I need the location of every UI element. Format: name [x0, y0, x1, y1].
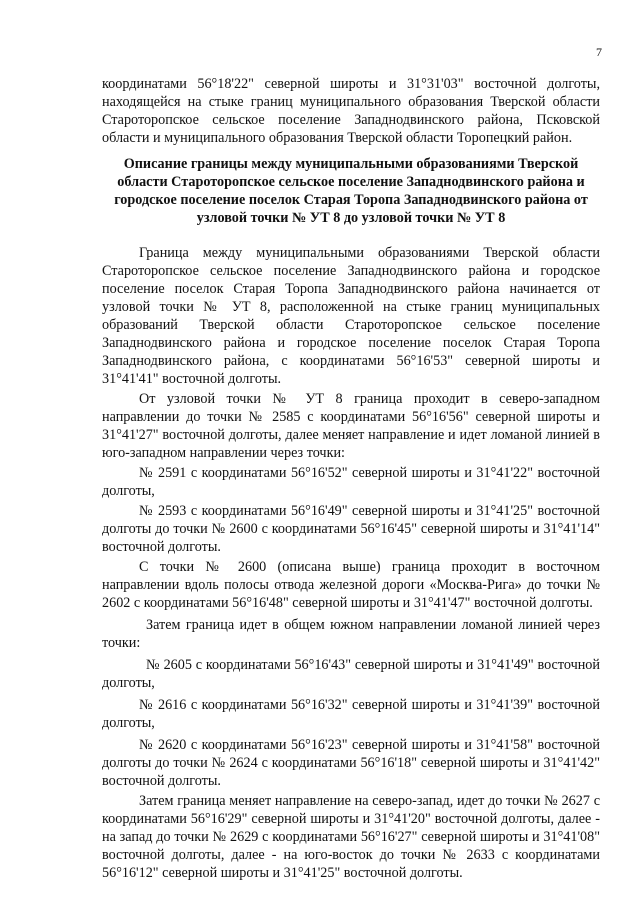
- intro-paragraph: координатами 56°18'22" северной широты и 31°31'03" восточной долготы, находящейся на стыке границ муниципального образования Тверской области Староторопское сельское поселение Западнодвинского района, Псковской области и муниципального образования Тверской области Торопецкий район.: [102, 76, 600, 146]
- paragraph-start: Граница между муниципальными образованиями Тверской области Староторопское сельское поселение Западнодвинского района и городское поселение поселок Старая Торопа Западнодвинского района начинается от узловой точки № УТ 8, расположенной на стыке границ муниципальных образований Тверской области Староторопское сельское поселение Западнодвинского района и городское поселение поселок Старая Торопа Западнодвинского района, с координатами 56°16'53" северной широты и 31°41'41" восточной долготы.: [102, 245, 600, 387]
- paragraph-route-nw-final: Затем граница меняет направление на северо-запад, идет до точки № 2627 с координатами 56°16'29" северной широты и 31°41'20" восточной долготы, далее - на запад до точки № 2629 с координатами 56°16'27" северной широты и 31°41'08" восточной долготы, далее - на юго-восток до точки № 2633 с координатами 56°16'12" северной широты и 31°41'25" восточной долготы.: [102, 793, 600, 881]
- page-number: 7: [596, 45, 602, 59]
- point-2620: № 2620 с координатами 56°16'23" северной широты и 31°41'58" восточной долготы до точки № 2624 с координатами 56°16'18" северной широты и 31°41'42" восточной долготы.: [102, 737, 600, 789]
- paragraph-route-nw: От узловой точки № УТ 8 граница проходит в северо-западном направлении до точки № 2585 с координатами 56°16'56" северной широты и 31°41'27" восточной долготы, далее меняет направление и идет ломаной линией в юго-западном направлении через точки:: [102, 391, 600, 461]
- point-2616: № 2616 с координатами 56°16'32" северной широты и 31°41'39" восточной долготы,: [102, 697, 600, 731]
- body-text: [102, 244, 600, 882]
- paragraph-route-south: Затем граница идет в общем южном направлении ломаной линией через точки:: [102, 617, 600, 651]
- section-heading: Описание границы между муниципальными образованиями Тверской области Староторопское сельское поселение Западнодвинского района и городское поселение поселок Старая Торопа Западнодвинского района от узловой точки № УТ 8 до узловой точки № УТ 8: [114, 156, 588, 226]
- point-2591: № 2591 с координатами 56°16'52" северной широты и 31°41'22" восточной долготы,: [102, 465, 600, 499]
- intro-block: [102, 75, 600, 147]
- point-2605: № 2605 с координатами 56°16'43" северной широты и 31°41'49" восточной долготы,: [102, 657, 600, 691]
- point-2593: № 2593 с координатами 56°16'49" северной широты и 31°41'25" восточной долготы до точки № 2600 с координатами 56°16'45" северной широты и 31°41'14" восточной долготы.: [102, 503, 600, 555]
- paragraph-route-east: С точки № 2600 (описана выше) граница проходит в восточном направлении вдоль полосы отвода железной дороги «Москва-Рига» до точки № 2602 с координатами 56°16'48" северной широты и 31°41'47" восточной долготы.: [102, 559, 600, 611]
